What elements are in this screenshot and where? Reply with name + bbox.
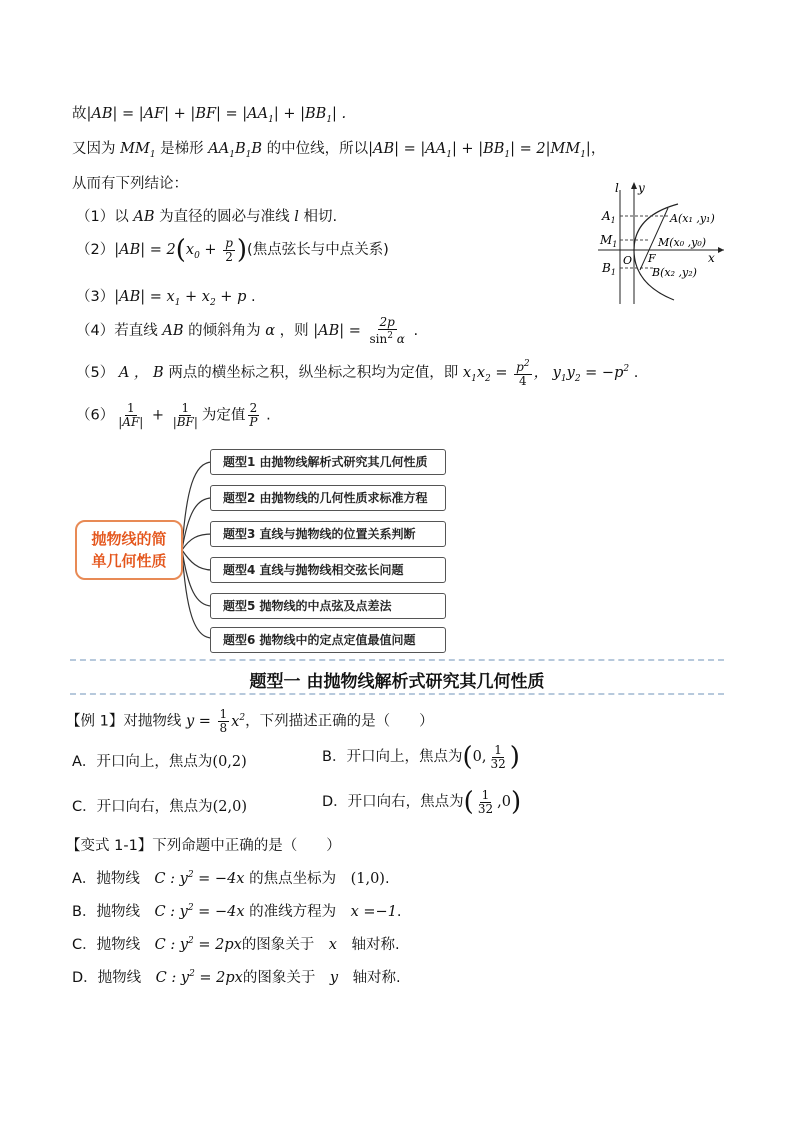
variant-option-b[interactable]: B．抛物线 C : $y^2 = -4x$ 的准线方程为 x =−1. (72, 903, 402, 920)
mindmap-item-5[interactable]: 题型5 抛物线的中点弦及点差法 (210, 593, 446, 619)
conclusion-3: $(3)|AB| = x_1 + x_2 + p$ . (76, 289, 256, 308)
label-l: l (615, 181, 619, 195)
conclusion-2: $(2)|AB| = 2(x_0$ + $\frac{p}{2}$ )(焦点弦长与中点关系) (76, 235, 389, 265)
label-point-m: M(x₀ ,y₀) (658, 236, 707, 249)
variant-option-c[interactable]: C．抛物线 C : $y^2 = 2px$的图象关于 x 轴对称. (72, 936, 400, 953)
label-point-a: A(x₁ ,y₁) (670, 212, 715, 225)
label-point-b: B(x₂ ,y₂) (652, 266, 697, 279)
label-a1: $A_1$ (602, 209, 616, 225)
conclusion-1: （1）以 AB 为直径的圆必与准线 l 相切. (76, 209, 338, 225)
parabola-figure (596, 180, 726, 306)
mindmap-item-2[interactable]: 题型2 由抛物线的几何性质求标准方程 (210, 485, 446, 511)
section-heading: 题型一 由抛物线解析式研究其几何性质 (249, 672, 545, 692)
variant-option-a[interactable]: A．抛物线 C : $y^2 = -4x$ 的焦点坐标为 (1,0). (72, 870, 390, 887)
line-conclusions-intro: 从而有下列结论： (72, 176, 188, 192)
example-1-option-d[interactable]: D．开口向右，焦点为( $\frac{1}{32}$ ,0) (322, 787, 522, 817)
label-b1: $B_1$ (602, 261, 616, 277)
example-1-option-a[interactable]: A．开口向上，焦点为(0,2) (72, 754, 247, 770)
variant-1-1-stem: 【变式 1-1】下列命题中正确的是（ ） (66, 838, 341, 854)
example-1-option-c[interactable]: C．开口向右，焦点为(2,0) (72, 799, 247, 815)
variant-option-d[interactable]: D．抛物线 C : $y^2 = 2px$的图象关于 y 轴对称. (72, 969, 401, 986)
example-1-option-b[interactable]: B．开口向上，焦点为(0, $\frac{1}{32}$ ) (322, 742, 520, 772)
conclusion-6: （6） $\frac{1}{|AF|}$ + $\frac{1}{|BF|}$ 为定值 $\frac{2}{P}$ . (76, 401, 271, 429)
label-x: x (708, 251, 715, 265)
conclusion-5: （5） A ， B 两点的横坐标之积，纵坐标之积均为定值，即 $x_1x_2$ = $\frac{p^2}{4}$ ， $y_1y_2 = -p^2$ . (76, 359, 639, 388)
example-1-stem: 【例 1】对抛物线 y = $\frac{1}{8}$ $x^2$，下列描述正确的是（ ） (66, 707, 434, 735)
mindmap-item-3[interactable]: 题型3 直线与抛物线的位置关系判断 (210, 521, 446, 547)
divider-top (70, 659, 724, 661)
mindmap-item-1[interactable]: 题型1 由抛物线解析式研究其几何性质 (210, 449, 446, 475)
conclusion-4: （4）若直线 AB 的倾斜角为 α ，则 |AB| = $\frac{2p}{\sin^2 \alpha}$ . (76, 315, 419, 346)
label-m1: $M_1$ (600, 233, 618, 249)
mindmap-center: 抛物线的简 单几何性质 (75, 520, 183, 580)
mindmap-item-4[interactable]: 题型4 直线与抛物线相交弦长问题 (210, 557, 446, 583)
label-f: F (648, 252, 656, 265)
line-midline: 又因为 $MM_1$ 是梯形 $AA_1B_1B$ 的中位线，所以$|AB| = |AA_1| + |BB_1| = 2|MM_1|$， (72, 141, 606, 160)
divider-bottom (70, 693, 724, 695)
label-y: y (638, 181, 645, 195)
line-ab-equals: 故$|AB| = |AF| + |BF| = |AA_1| + |BB_1|$ . (72, 106, 347, 125)
label-o: O (623, 254, 633, 267)
mindmap-item-6[interactable]: 题型6 抛物线中的定点定值最值问题 (210, 627, 446, 653)
